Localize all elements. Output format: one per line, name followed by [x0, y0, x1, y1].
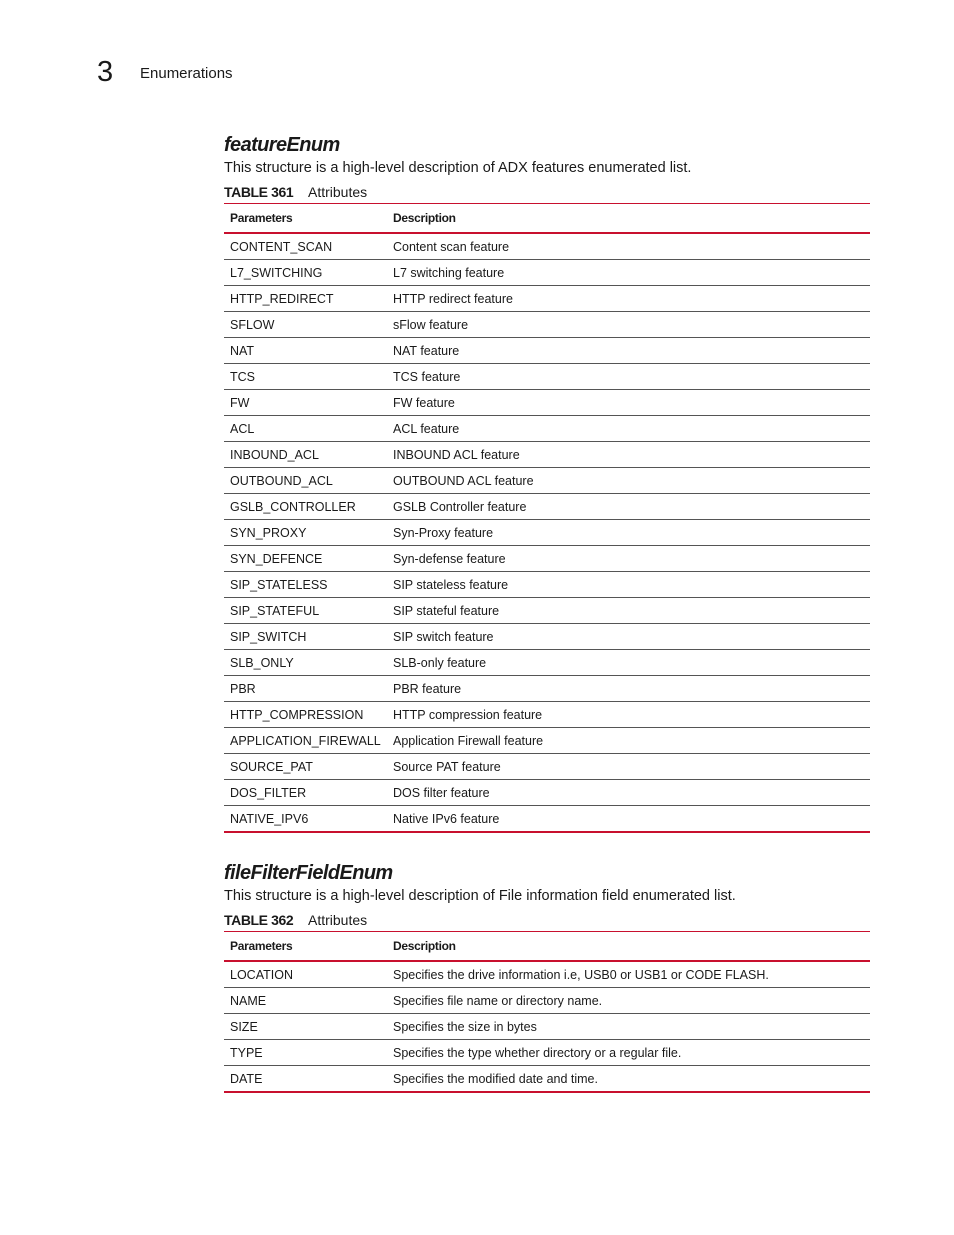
description-cell: Specifies the drive information i.e, USB0 or USB1 or CODE FLASH.	[387, 961, 870, 988]
description-cell: TCS feature	[387, 364, 870, 390]
table-row	[224, 338, 870, 364]
parameter-cell: L7_SWITCHING	[224, 260, 387, 286]
table-row	[224, 676, 870, 702]
parameter-cell: SYN_PROXY	[224, 520, 387, 546]
description-cell: HTTP redirect feature	[387, 286, 870, 312]
description-cell: Syn-Proxy feature	[387, 520, 870, 546]
table-row	[224, 468, 870, 494]
table-row	[224, 520, 870, 546]
parameter-cell: SIZE	[224, 1014, 387, 1040]
description-cell: PBR feature	[387, 676, 870, 702]
section-title: fileFilterFieldEnum	[224, 862, 393, 884]
column-header-parameters: Parameters	[224, 932, 387, 962]
description-cell: SLB-only feature	[387, 650, 870, 676]
description-cell: HTTP compression feature	[387, 702, 870, 728]
table-row	[224, 390, 870, 416]
parameter-cell: SFLOW	[224, 312, 387, 338]
attributes-table	[224, 931, 870, 1093]
parameter-cell: ACL	[224, 416, 387, 442]
description-cell: SIP switch feature	[387, 624, 870, 650]
table-row	[224, 442, 870, 468]
parameter-cell: TCS	[224, 364, 387, 390]
parameter-cell: LOCATION	[224, 961, 387, 988]
description-cell: Specifies file name or directory name.	[387, 988, 870, 1014]
parameter-cell: APPLICATION_FIREWALL	[224, 728, 387, 754]
parameter-cell: GSLB_CONTROLLER	[224, 494, 387, 520]
description-cell: SIP stateless feature	[387, 572, 870, 598]
description-cell: sFlow feature	[387, 312, 870, 338]
description-cell: L7 switching feature	[387, 260, 870, 286]
table-label: TABLE 362	[224, 912, 294, 928]
table-row	[224, 702, 870, 728]
section-intro: This structure is a high-level description of ADX features enumerated list.	[224, 160, 692, 176]
table-label: TABLE 361	[224, 184, 294, 200]
table-header-row	[224, 932, 870, 962]
table-row	[224, 988, 870, 1014]
description-cell: OUTBOUND ACL feature	[387, 468, 870, 494]
parameter-cell: NAT	[224, 338, 387, 364]
chapter-title: Enumerations	[140, 65, 233, 82]
attributes-table	[224, 203, 870, 833]
column-header-parameters: Parameters	[224, 204, 387, 234]
table-row	[224, 1040, 870, 1066]
table-row	[224, 1014, 870, 1040]
description-cell: DOS filter feature	[387, 780, 870, 806]
parameter-cell: SIP_STATEFUL	[224, 598, 387, 624]
section-feature-enum	[224, 133, 870, 833]
parameter-cell: FW	[224, 390, 387, 416]
parameter-cell: HTTP_COMPRESSION	[224, 702, 387, 728]
table-row	[224, 364, 870, 390]
table-row	[224, 494, 870, 520]
table-caption	[224, 911, 870, 931]
table-row	[224, 961, 870, 988]
description-cell: SIP stateful feature	[387, 598, 870, 624]
parameter-cell: TYPE	[224, 1040, 387, 1066]
section-file-filter-field-enum	[224, 861, 870, 1093]
column-header-description: Description	[387, 204, 870, 234]
description-cell: ACL feature	[387, 416, 870, 442]
description-cell: Native IPv6 feature	[387, 806, 870, 833]
table-row	[224, 624, 870, 650]
description-cell: INBOUND ACL feature	[387, 442, 870, 468]
description-cell: FW feature	[387, 390, 870, 416]
description-cell: Source PAT feature	[387, 754, 870, 780]
parameter-cell: OUTBOUND_ACL	[224, 468, 387, 494]
parameter-cell: DATE	[224, 1066, 387, 1093]
parameter-cell: SLB_ONLY	[224, 650, 387, 676]
description-cell: Application Firewall feature	[387, 728, 870, 754]
table-row	[224, 572, 870, 598]
parameter-cell: HTTP_REDIRECT	[224, 286, 387, 312]
parameter-cell: SIP_STATELESS	[224, 572, 387, 598]
parameter-cell: PBR	[224, 676, 387, 702]
parameter-cell: NATIVE_IPV6	[224, 806, 387, 833]
table-row	[224, 1066, 870, 1093]
table-row	[224, 728, 870, 754]
column-header-description: Description	[387, 932, 870, 962]
parameter-cell: SOURCE_PAT	[224, 754, 387, 780]
description-cell: GSLB Controller feature	[387, 494, 870, 520]
parameter-cell: SIP_SWITCH	[224, 624, 387, 650]
description-cell: NAT feature	[387, 338, 870, 364]
parameter-cell: INBOUND_ACL	[224, 442, 387, 468]
table-row	[224, 312, 870, 338]
parameter-cell: NAME	[224, 988, 387, 1014]
parameter-cell: SYN_DEFENCE	[224, 546, 387, 572]
description-cell: Specifies the size in bytes	[387, 1014, 870, 1040]
table-header-row	[224, 204, 870, 234]
description-cell: Specifies the modified date and time.	[387, 1066, 870, 1093]
chapter-number: 3	[97, 56, 114, 88]
description-cell: Specifies the type whether directory or a regular file.	[387, 1040, 870, 1066]
description-cell: Content scan feature	[387, 233, 870, 260]
parameter-cell: CONTENT_SCAN	[224, 233, 387, 260]
table-row	[224, 650, 870, 676]
table-row	[224, 286, 870, 312]
table-caption-text: Attributes	[308, 912, 368, 928]
section-intro: This structure is a high-level description of File information field enumerated list.	[224, 888, 736, 904]
table-row	[224, 754, 870, 780]
table-row	[224, 260, 870, 286]
section-title: featureEnum	[224, 134, 340, 156]
table-row	[224, 806, 870, 833]
description-cell: Syn-defense feature	[387, 546, 870, 572]
table-row	[224, 598, 870, 624]
table-row	[224, 546, 870, 572]
table-caption-text: Attributes	[308, 184, 368, 200]
table-caption	[224, 183, 870, 203]
table-row	[224, 780, 870, 806]
parameter-cell: DOS_FILTER	[224, 780, 387, 806]
table-row	[224, 233, 870, 260]
table-row	[224, 416, 870, 442]
